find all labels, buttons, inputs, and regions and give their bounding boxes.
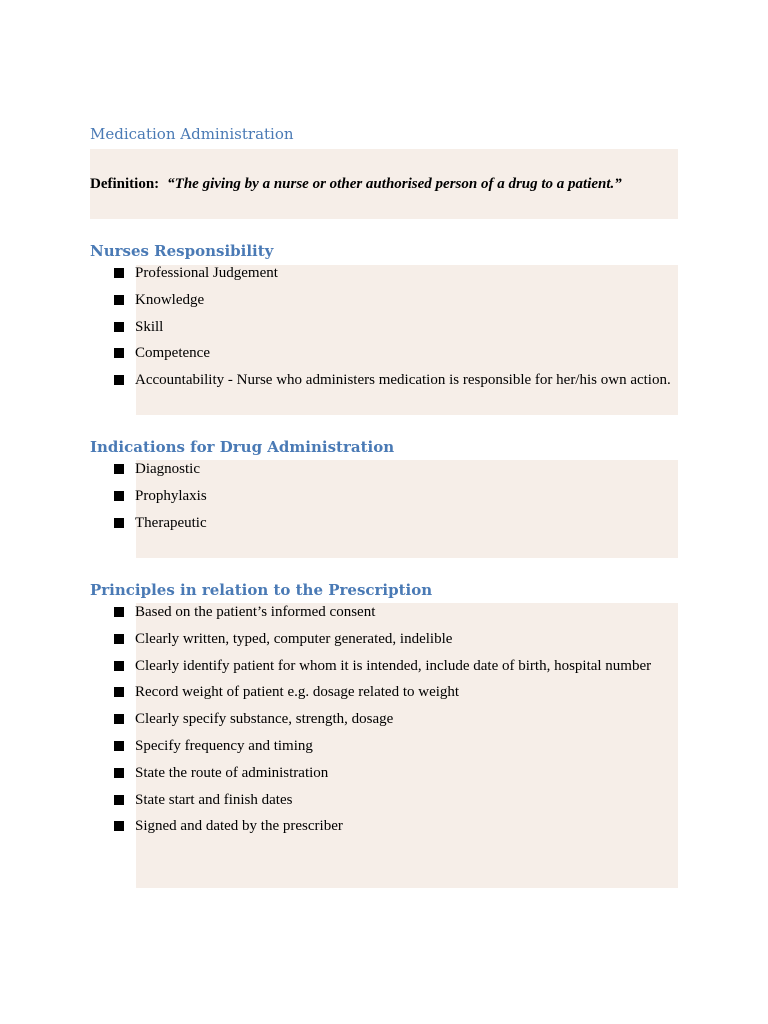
list-item-text: Prophylaxis xyxy=(135,487,207,504)
bullet-icon xyxy=(114,714,124,724)
bullet-icon xyxy=(114,821,124,831)
list-item-text: Based on the patient’s informed consent xyxy=(135,604,376,620)
list-item-text: Record weight of patient e.g. dosage related to weight xyxy=(135,684,460,701)
bullet-icon xyxy=(114,607,124,617)
list-item-text: Clearly identify patient for whom it is intended, include date of birth, hospital number xyxy=(135,657,652,674)
bullet-icon xyxy=(114,375,124,385)
list-item-text: Specify frequency and timing xyxy=(135,737,313,754)
list-item-text: Signed and dated by the prescriber xyxy=(135,818,343,835)
bullet-icon xyxy=(114,518,124,528)
list-item-text: Professional Judgement xyxy=(135,265,278,281)
bullet-icon xyxy=(114,464,124,474)
list-item-text: State start and finish dates xyxy=(135,791,293,808)
bullet-icon xyxy=(114,634,124,644)
definition-box xyxy=(90,149,678,219)
list-item-text: Competence xyxy=(135,345,210,362)
bullet-icon xyxy=(114,687,124,697)
bullet-icon xyxy=(114,491,124,501)
bullet-icon xyxy=(114,661,124,671)
list-item-text: Accountability - Nurse who administers medication is responsible for her/his own action. xyxy=(135,372,671,389)
bullet-icon xyxy=(114,268,124,278)
list-item-text: Diagnostic xyxy=(135,461,200,477)
list-item-text: State the route of administration xyxy=(135,764,329,781)
list-item-text: Clearly written, typed, computer generated, indelible xyxy=(135,630,453,647)
section-heading-indications: Indications for Drug Administration xyxy=(90,438,395,456)
bullet-icon xyxy=(114,295,124,305)
bullet-icon xyxy=(114,795,124,805)
bullet-icon xyxy=(114,322,124,332)
list-item-text: Clearly specify substance, strength, dosage xyxy=(135,711,394,728)
definition-text: “The giving by a nurse or other authorised person of a drug to a patient.” xyxy=(167,176,622,192)
list-item-text: Knowledge xyxy=(135,291,205,308)
section-box-indications xyxy=(136,460,678,558)
section-box-nurses-responsibility xyxy=(136,265,678,415)
section-heading-principles: Principles in relation to the Prescription xyxy=(90,581,433,599)
definition-line xyxy=(90,176,622,193)
bullet-icon xyxy=(114,768,124,778)
list-item-text: Therapeutic xyxy=(135,514,207,531)
page-title: Medication Administration xyxy=(90,125,294,143)
bullet-icon xyxy=(114,741,124,751)
definition-label: Definition: xyxy=(90,176,160,192)
bullet-icon xyxy=(114,348,124,358)
section-heading-nurses-responsibility: Nurses Responsibility xyxy=(90,242,274,260)
list-item-text: Skill xyxy=(135,318,164,335)
